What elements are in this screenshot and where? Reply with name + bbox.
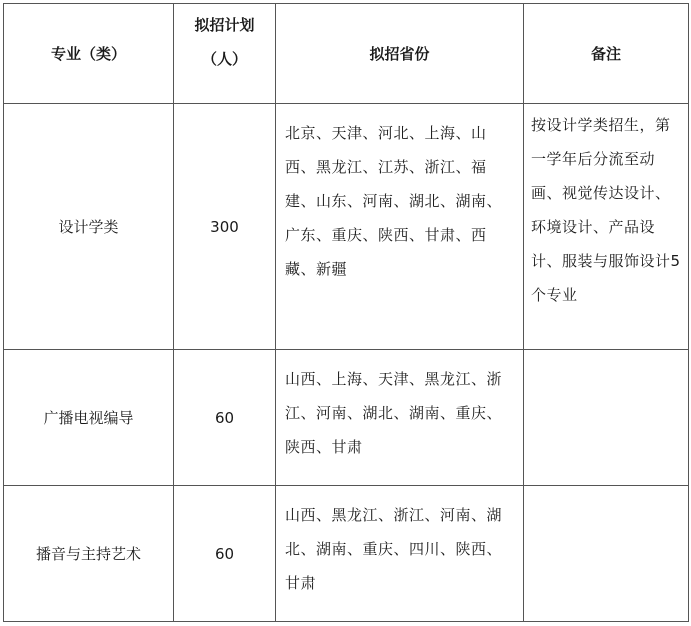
- table-row: [4, 350, 689, 486]
- header-plan: [174, 4, 276, 104]
- header-notes: 备注: [524, 4, 689, 104]
- plan-cell: 60: [174, 486, 276, 622]
- notes-cell: 按设计学类招生，第一学年后分流至动画、视觉传达设计、环境设计、产品设计、服装与服饰设计5个专业: [524, 104, 689, 350]
- notes-cell: [524, 486, 689, 622]
- major-cell: 广播电视编导: [4, 350, 174, 486]
- provinces-cell: 山西、黑龙江、浙江、河南、湖北、湖南、重庆、四川、陕西、甘肃: [276, 486, 524, 622]
- major-cell: 设计学类: [4, 104, 174, 350]
- plan-cell: 60: [174, 350, 276, 486]
- provinces-cell: 北京、天津、河北、上海、山西、黑龙江、江苏、浙江、福建、山东、河南、湖北、湖南、广东、重庆、陕西、甘肃、西藏、新疆: [276, 104, 524, 350]
- table-row: [4, 486, 689, 622]
- major-cell: 播音与主持艺术: [4, 486, 174, 622]
- header-provinces: 拟招省份: [276, 4, 524, 104]
- header-plan-line2: （人）: [201, 50, 247, 68]
- table-row: [4, 104, 689, 350]
- enrollment-plan-table: [3, 3, 689, 622]
- plan-cell: 300: [174, 104, 276, 350]
- notes-cell: [524, 350, 689, 486]
- header-major: 专业（类）: [4, 4, 174, 104]
- table-header-row: [4, 4, 689, 104]
- provinces-cell: 山西、上海、天津、黑龙江、浙江、河南、湖北、湖南、重庆、陕西、甘肃: [276, 350, 524, 486]
- header-plan-line1: 拟招计划: [194, 16, 255, 34]
